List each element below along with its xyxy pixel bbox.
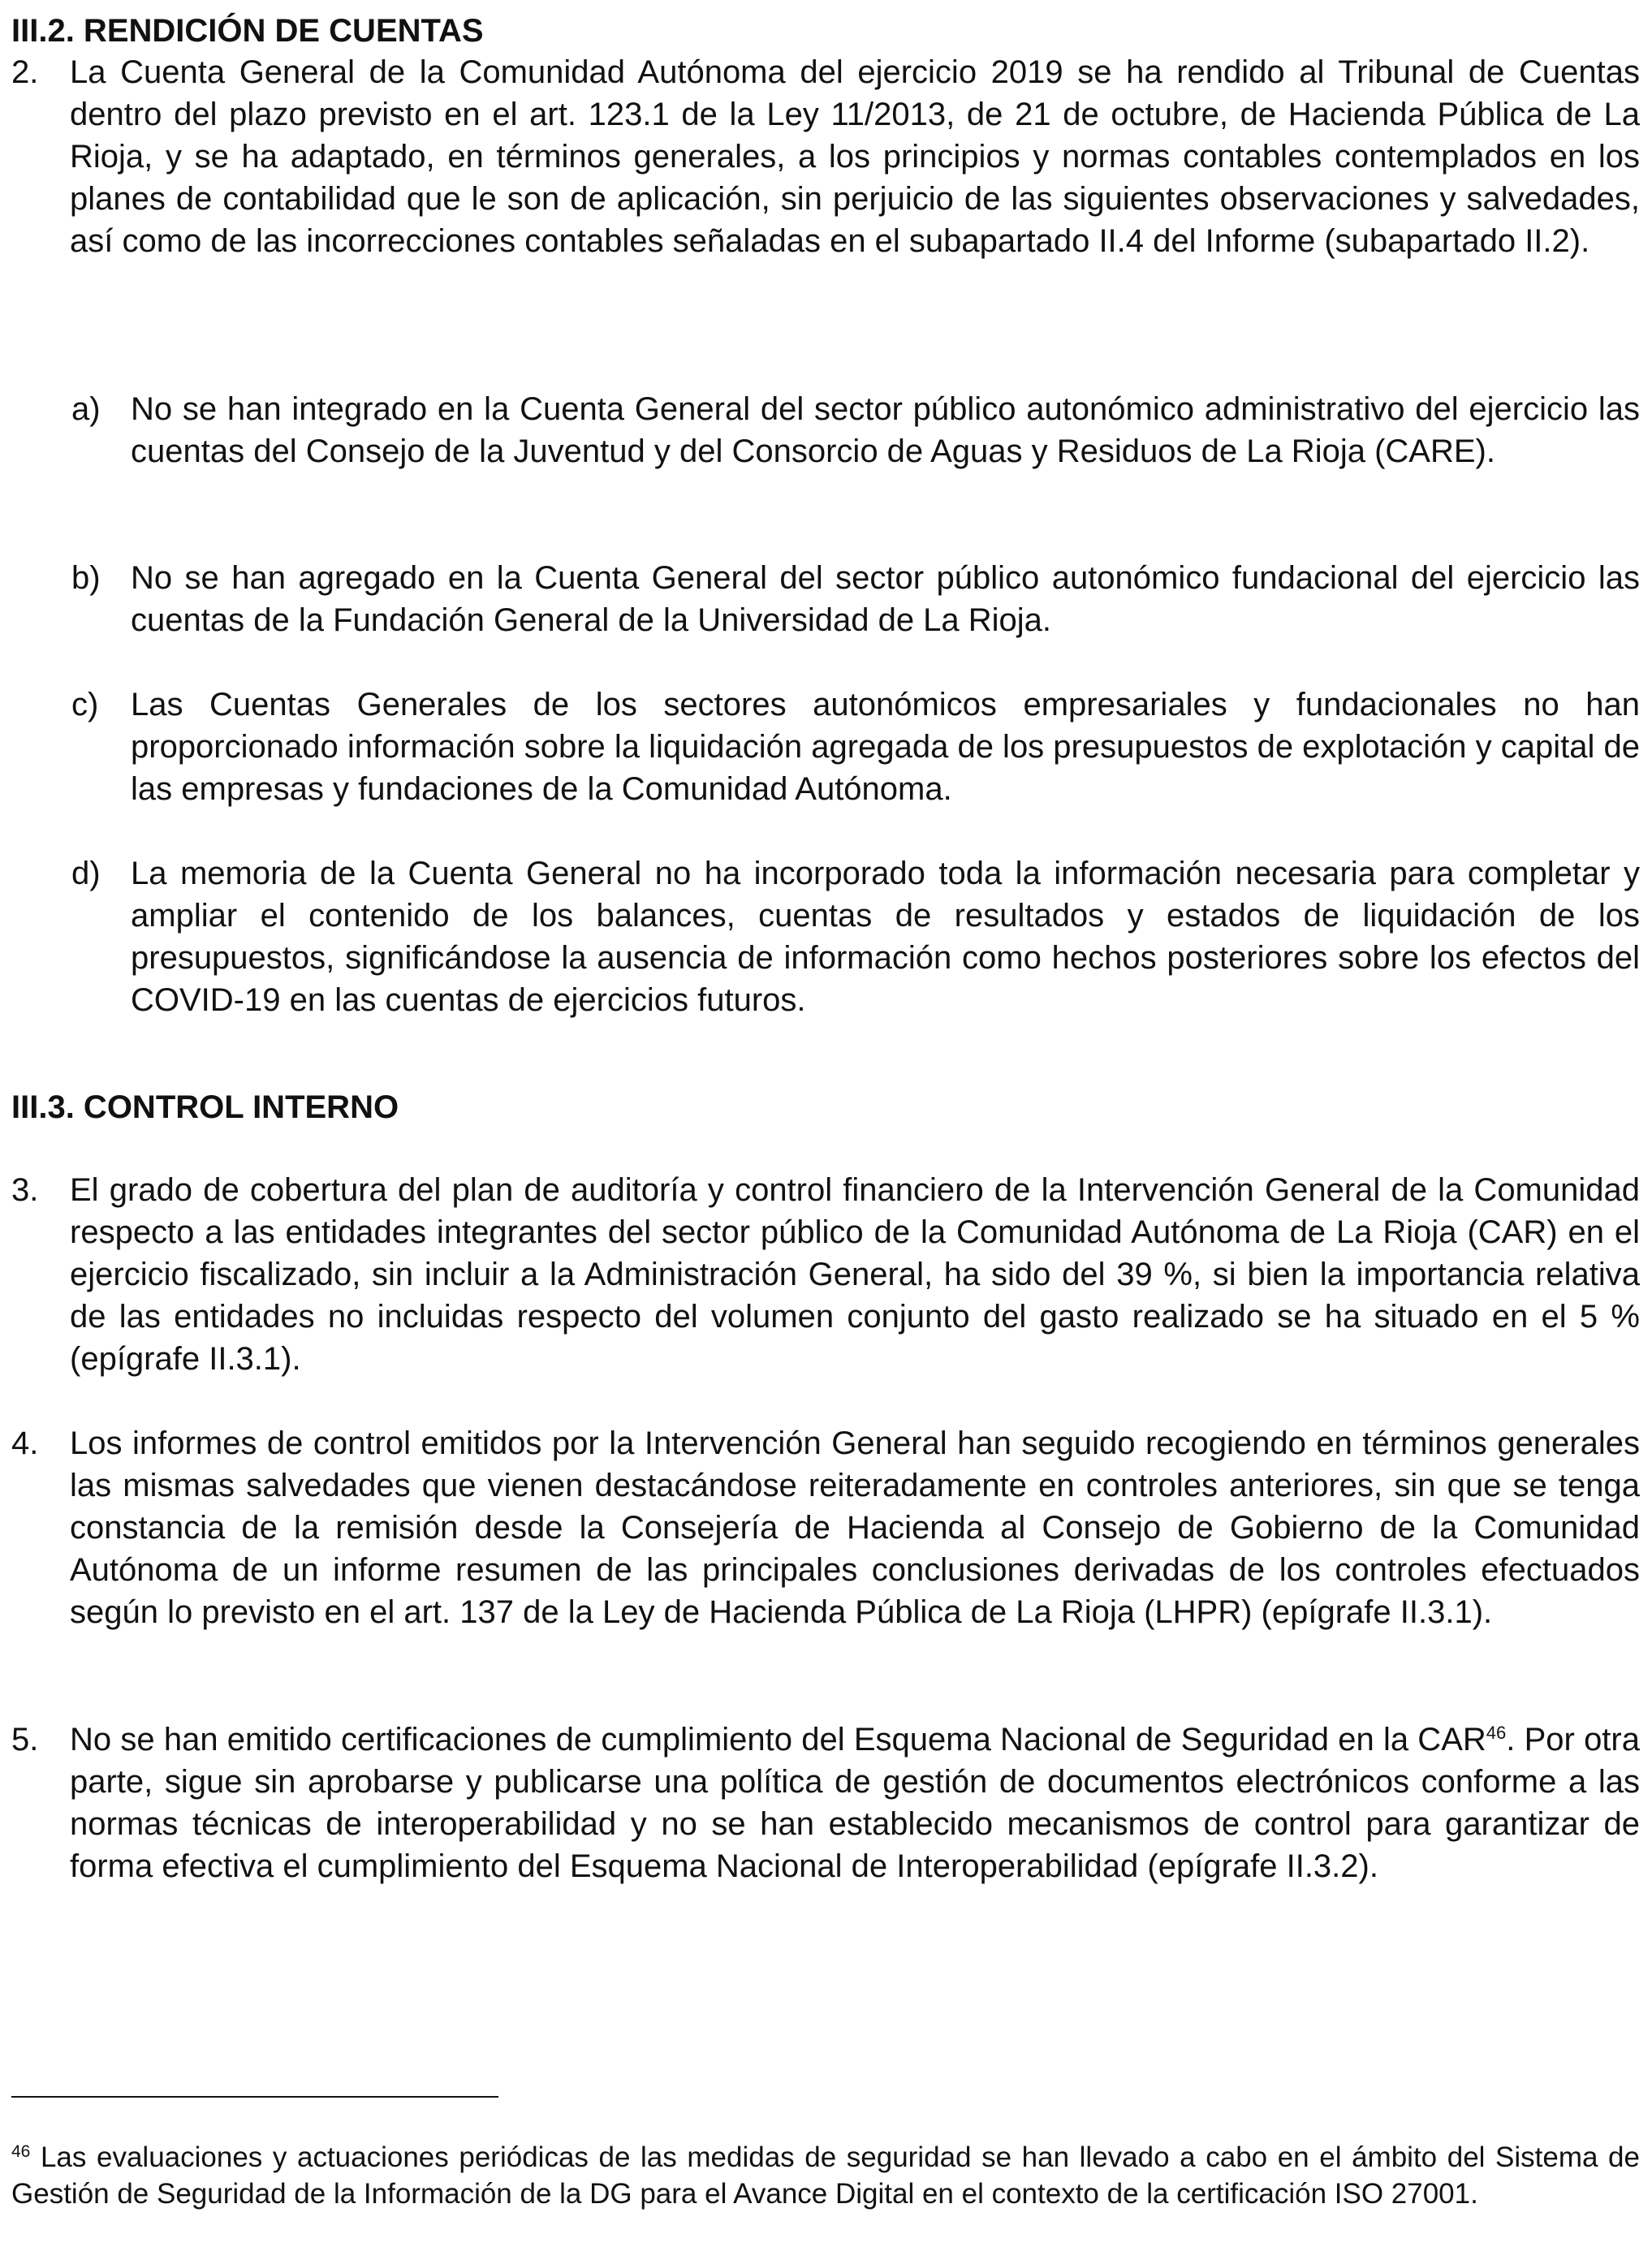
paragraph-number: 2.	[11, 54, 39, 90]
paragraph-text-part: No se han emitido certificaciones de cumplimiento del Esquema Nacional de Seguridad en la CAR	[70, 1722, 1486, 1757]
footnote-separator	[11, 2096, 498, 2098]
list-item-label: d)	[71, 856, 101, 891]
list-item-text: No se han agregado en la Cuenta General del sector público autonómico fundacional del ejercicio las cuentas de la Fundación General de la Universidad de La Rioja.	[131, 560, 1640, 638]
list-item-text: Las Cuentas Generales de los sectores autonómicos empresariales y fundacionales no han proporcionado información sobre la liquidación agregada de los presupuestos de explotación y capital de las empresas y fundaciones de la Comunidad Autónoma.	[131, 687, 1640, 807]
paragraph-3	[11, 1169, 1640, 1380]
list-item-label: c)	[71, 687, 99, 722]
paragraph-5	[11, 1719, 1640, 1887]
paragraph-text	[70, 1719, 1640, 1887]
heading-control-interno: III.3. CONTROL INTERNO	[11, 1089, 399, 1125]
list-item-text: No se han integrado en la Cuenta General del sector público autonómico administrativo del ejercicio las cuentas del Consejo de la Juventud y del Consorcio de Aguas y Residuos de La Rioja (CARE).	[131, 391, 1640, 469]
paragraph-text: Los informes de control emitidos por la Intervención General han seguido recogiendo en términos generales las mismas salvedades que vienen destacándose reiteradamente en controles anteriores, sin que se tenga constancia de la remisión desde la Consejería de Hacienda al Consejo de Gobierno de la Comunidad Autónoma de un informe resumen de las principales conclusiones derivadas de los controles efectuados según lo previsto en el art. 137 de la Ley de Hacienda Pública de La Rioja (LHPR) (epígrafe II.3.1).	[70, 1425, 1640, 1630]
paragraph-4	[11, 1422, 1640, 1633]
list-item-d	[71, 852, 1640, 1021]
footnote-number: 46	[11, 2142, 31, 2161]
list-item-label: a)	[71, 391, 101, 427]
list-item-a	[71, 388, 1640, 472]
footnote-reference[interactable]: 46	[1486, 1723, 1507, 1743]
list-item-label: b)	[71, 560, 101, 596]
list-item-c	[71, 684, 1640, 810]
footnote-text: Las evaluaciones y actuaciones periódicas de las medidas de seguridad se han llevado a cabo en el ámbito del Sistema de Gestión de Seguridad de la Información de la DG para el Avance Digital en el contexto de la certificación ISO 27001.	[11, 2141, 1640, 2210]
list-item-b	[71, 557, 1640, 641]
paragraph-2	[11, 51, 1640, 262]
heading-rendicion-de-cuentas: III.2. RENDICIÓN DE CUENTAS	[11, 13, 484, 49]
list-item-text: La memoria de la Cuenta General no ha incorporado toda la información necesaria para completar y ampliar el contenido de los balances, cuentas de resultados y estados de liquidación de los presupuestos, significándose la ausencia de información como hechos posteriores sobre los efectos del COVID-19 en las cuentas de ejercicios futuros.	[131, 856, 1640, 1018]
paragraph-number: 5.	[11, 1722, 39, 1757]
paragraph-text-part: . Por otra parte, sigue sin aprobarse y publicarse una política de gestión de documentos electrónicos conforme a las normas técnicas de interoperabilidad y no se han establecido mecanismos de control para garantizar de forma efectiva el cumplimiento del Esquema Nacional de Interoperabilidad (epígrafe II.3.2).	[70, 1722, 1640, 1884]
footnote-46	[11, 2139, 1640, 2212]
paragraph-text: La Cuenta General de la Comunidad Autónoma del ejercicio 2019 se ha rendido al Tribunal de Cuentas dentro del plazo previsto en el art. 123.1 de la Ley 11/2013, de 21 de octubre, de Hacienda Pública de La Rioja, y se ha adaptado, en términos generales, a los principios y normas contables contemplados en los planes de contabilidad que le son de aplicación, sin perjuicio de las siguientes observaciones y salvedades, así como de las incorrecciones contables señaladas en el subapartado II.4 del Informe (subapartado II.2).	[70, 54, 1640, 259]
paragraph-text: El grado de cobertura del plan de auditoría y control financiero de la Intervención General de la Comunidad respecto a las entidades integrantes del sector público de la Comunidad Autónoma de La Rioja (CAR) en el ejercicio fiscalizado, sin incluir a la Administración General, ha sido del 39 %, si bien la importancia relativa de las entidades no incluidas respecto del volumen conjunto del gasto realizado se ha situado en el 5 % (epígrafe II.3.1).	[70, 1172, 1640, 1377]
document-page	[11, 0, 1640, 2247]
paragraph-number: 3.	[11, 1172, 39, 1208]
paragraph-number: 4.	[11, 1425, 39, 1461]
